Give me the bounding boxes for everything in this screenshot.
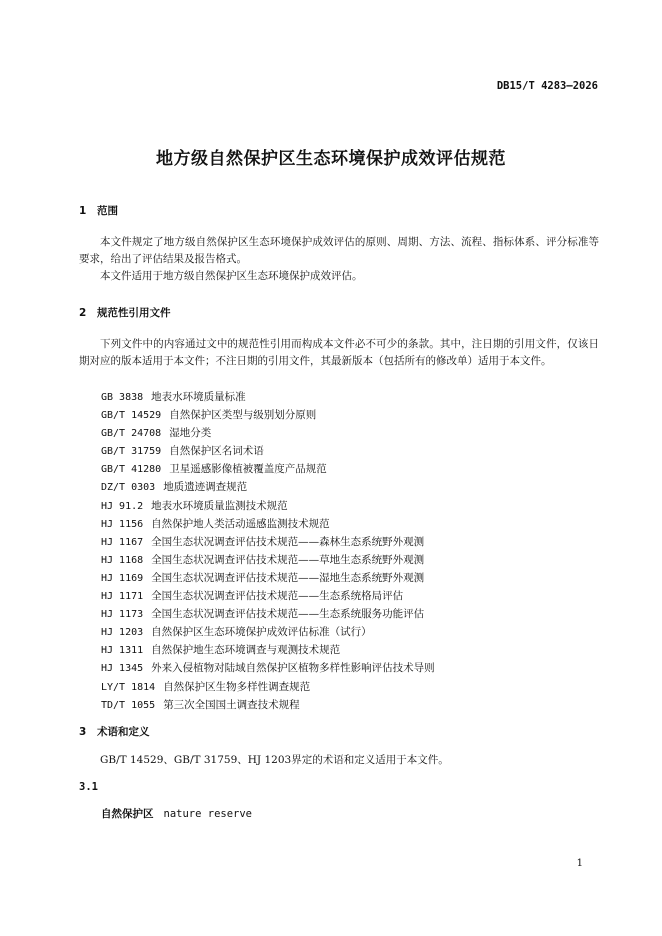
list-item xyxy=(101,460,435,478)
clause-number: 3.1 xyxy=(79,781,98,793)
term-english: nature reserve xyxy=(163,808,253,820)
section-2-heading xyxy=(79,305,171,320)
reference-title: 地表水环境质量监测技术规范 xyxy=(151,499,288,512)
scope-paragraph-2: 本文件适用于地方级自然保护区生态环境保护成效评估。 xyxy=(100,270,363,282)
reference-code: HJ 1168 xyxy=(101,554,144,566)
reference-code: GB 3838 xyxy=(101,392,144,403)
list-item xyxy=(101,515,435,533)
reference-code: GB/T 14529 xyxy=(101,410,162,422)
term-entry xyxy=(101,806,252,821)
list-item xyxy=(101,587,435,605)
reference-title: 自然保护区生物多样性调查规范 xyxy=(163,680,311,693)
reference-code: TD/T 1055 xyxy=(101,699,156,711)
reference-code: GB/T 31759 xyxy=(101,446,162,458)
reference-title: 地表水环境质量标准 xyxy=(151,391,246,403)
list-item xyxy=(101,442,435,460)
reference-code: HJ 1173 xyxy=(101,609,144,621)
section-number: 2 xyxy=(79,307,87,319)
reference-code: DZ/T 0303 xyxy=(101,482,156,494)
reference-title: 全国生态状况调查评估技术规范——生态系统服务功能评估 xyxy=(151,608,425,621)
list-item xyxy=(101,569,435,587)
page-number: 1 xyxy=(576,858,583,869)
reference-title: 自然保护区生态环境保护成效评估标准（试行） xyxy=(151,626,372,639)
reference-title: 湿地分类 xyxy=(169,427,212,440)
reference-title: 自然保护区类型与级别划分原则 xyxy=(169,409,317,422)
list-item xyxy=(101,388,435,406)
list-item xyxy=(101,623,435,641)
reference-code: HJ 1311 xyxy=(101,645,144,657)
reference-title: 外来入侵植物对陆域自然保护区植物多样性影响评估技术导则 xyxy=(151,662,435,675)
section-1-heading xyxy=(79,203,118,218)
references-intro: 下列文件中的内容通过文中的规范性引用而构成本文件必不可少的条款。其中，注日期的引用文件，仅该日期对应的版本适用于本文件；不注日期的引用文件，其最新版本（包括所有的修改单）适用于本文件。 xyxy=(79,338,599,367)
reference-title: 全国生态状况调查评估技术规范——生态系统格局评估 xyxy=(151,590,404,603)
reference-title: 自然保护地生态环境调查与观测技术规范 xyxy=(151,644,341,657)
list-item xyxy=(101,678,435,696)
list-item xyxy=(101,696,435,714)
reference-code: HJ 1167 xyxy=(101,536,144,548)
reference-code: HJ 1169 xyxy=(101,572,144,584)
reference-code: HJ 1203 xyxy=(101,627,144,639)
reference-title: 全国生态状况调查评估技术规范——森林生态系统野外观测 xyxy=(151,535,425,548)
section-number: 3 xyxy=(79,726,87,738)
reference-code: GB/T 24708 xyxy=(101,428,162,440)
scope-paragraph-1: 本文件规定了地方级自然保护区生态环境保护成效评估的原则、周期、方法、流程、指标体系、评分标准等要求，给出了评估结果及报告格式。 xyxy=(79,236,599,265)
list-item xyxy=(101,533,435,551)
reference-list xyxy=(101,388,435,714)
reference-code: HJ 1345 xyxy=(101,663,144,675)
section-title: 术语和定义 xyxy=(97,726,150,738)
reference-title: 自然保护地人类活动遥感监测技术规范 xyxy=(151,517,330,530)
reference-title: 地质遗迹调查规范 xyxy=(163,481,248,494)
reference-title: 自然保护区名词术语 xyxy=(169,445,264,458)
section-title: 范围 xyxy=(97,205,118,217)
list-item xyxy=(101,406,435,424)
reference-title: 全国生态状况调查评估技术规范——草地生态系统野外观测 xyxy=(151,553,425,566)
section-number: 1 xyxy=(79,205,87,217)
section-3-heading xyxy=(79,724,150,739)
reference-title: 卫星遥感影像植被覆盖度产品规范 xyxy=(169,463,327,476)
reference-code: HJ 1156 xyxy=(101,518,144,530)
list-item xyxy=(101,424,435,442)
reference-code: GB/T 41280 xyxy=(101,464,162,476)
reference-code: HJ 1171 xyxy=(101,591,144,603)
list-item xyxy=(101,497,435,515)
term-chinese: 自然保护区 xyxy=(101,808,154,820)
section-title: 规范性引用文件 xyxy=(97,307,171,319)
reference-title: 全国生态状况调查评估技术规范——湿地生态系统野外观测 xyxy=(151,571,425,584)
list-item xyxy=(101,605,435,623)
list-item xyxy=(101,641,435,659)
list-item xyxy=(101,659,435,677)
document-title: 地方级自然保护区生态环境保护成效评估规范 xyxy=(156,149,506,169)
reference-title: 第三次全国国土调查技术规程 xyxy=(163,698,300,711)
list-item xyxy=(101,551,435,569)
reference-code: LY/T 1814 xyxy=(101,681,156,693)
reference-code: HJ 91.2 xyxy=(101,500,144,512)
document-number: DB15/T 4283—2026 xyxy=(496,80,598,92)
terms-paragraph: GB/T 14529、GB/T 31759、HJ 1203界定的术语和定义适用于本文件。 xyxy=(100,754,449,766)
list-item xyxy=(101,478,435,496)
